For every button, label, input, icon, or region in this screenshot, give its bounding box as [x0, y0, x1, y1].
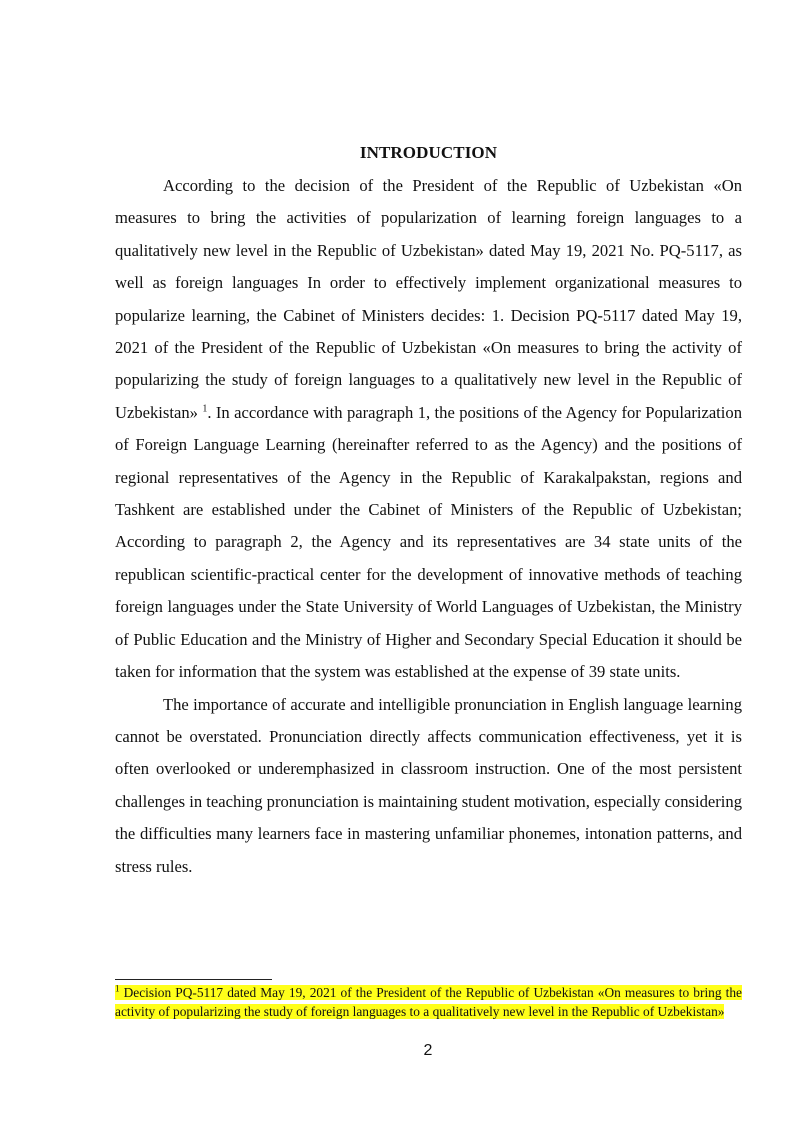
- body-text: [115, 170, 742, 883]
- paragraph-1-text-after-ref: . In accordance with paragraph 1, the positions of the Agency for Popularization of Foreign Language Learning (hereinafter referred to as the Agency) and the positions of regional representatives of the Agency in the Republic of Karakalpakstan, regions and Tashkent are established under the Cabinet of Ministers of the Republic of Uzbekistan; According to paragraph 2, the Agency and its representatives are 34 state units of the republican scientific-practical center for the development of innovative methods of teaching foreign languages under the State University of World Languages of Uzbekistan, the Ministry of Public Education and the Ministry of Higher and Secondary Special Education it should be taken for information that the system was established at the expense of 39 state units.: [115, 402, 742, 682]
- page-number: 2: [423, 1042, 433, 1059]
- footnote-mark: 1: [115, 983, 120, 994]
- footnote: [115, 984, 742, 1021]
- section-heading: INTRODUCTION: [359, 143, 498, 162]
- footnote-separator: [115, 979, 272, 980]
- footnote-text: Decision PQ-5117 dated May 19, 2021 of the President of the Republic of Uzbekistan «On measures to bring the activity of popularizing the study of foreign languages to a qualitatively new level in the Republic of Uzbekistan»: [115, 985, 742, 1019]
- paragraph-1-text-before-ref: According to the decision of the President of the Republic of Uzbekistan «On measures to bring the activities of popularization of learning foreign languages to a qualitatively new level in the Republic of Uzbekistan» dated May 19, 2021 No. PQ-5117, as well as foreign languages In order to effectively implement organizational measures to popularize learning, the Cabinet of Ministers decides: 1. Decision PQ-5117 dated May 19, 2021 of the President of the Republic of Uzbekistan «On measures to bring the activity of popularizing the study of foreign languages to a qualitatively new level in the Republic of Uzbekistan»: [115, 176, 742, 422]
- paragraph-1: [115, 170, 742, 689]
- footnote-highlight: [115, 985, 742, 1019]
- paragraph-2: The importance of accurate and intelligible pronunciation in English language learning cannot be overstated. Pronunciation directly affects communication effectiveness, yet it is often overlooked or underemphasized in classroom instruction. One of the most persistent challenges in teaching pronunciation is maintaining student motivation, especially considering the difficulties many learners face in mastering unfamiliar phonemes, intonation patterns, and stress rules.: [115, 694, 742, 876]
- footnote-reference[interactable]: 1: [202, 403, 208, 415]
